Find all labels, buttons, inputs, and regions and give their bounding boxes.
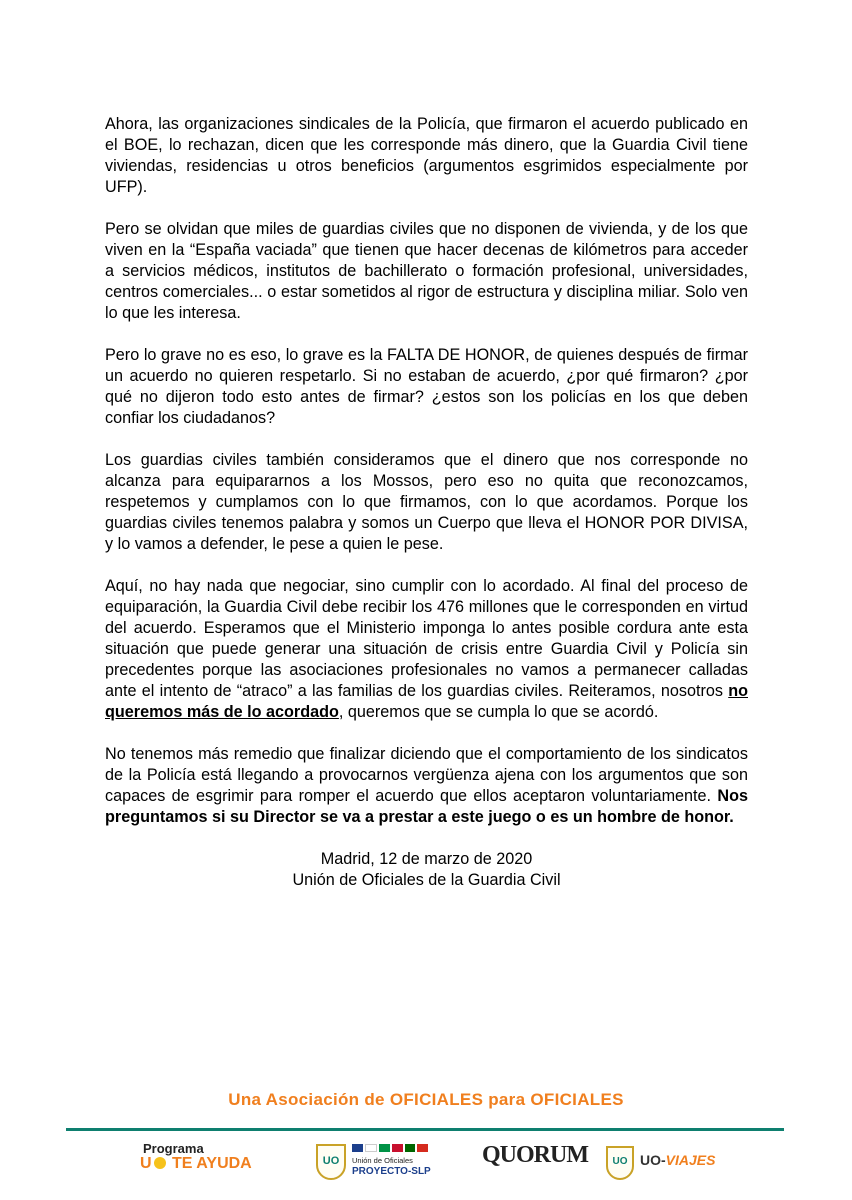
paragraph-1: Ahora, las organizaciones sindicales de la Policía, que firmaron el acuerdo publicado en el BOE, lo rechazan, dicen que les corresponde más dinero, que la Guardia Civil tiene viviendas, residencias u otros beneficios (argumentos esgrimidos especialmente por UFP). — [105, 115, 748, 196]
paragraph-6 — [105, 744, 748, 828]
logo-proyecto-slp-label: PROYECTO-SLP — [352, 1166, 431, 1177]
signature-place-date: Madrid, 12 de marzo de 2020 — [320, 850, 533, 868]
paragraph-5-text: Aquí, no hay nada que negociar, sino cumplir con lo acordado. Al final del proceso de equiparación, la Guardia Civil debe recibir los 476 millones que le corresponden en virtud del acuerdo. Esperamos que el Ministerio imponga lo antes posible cordura ante esta situación que puede generar una situación de crisis entre Guardia Civil y Policía sin precedentes porque las asociaciones profesionales no vamos a permanecer calladas ante el intento de “atraco” a las familias de los guardias civiles. Reiteramos, nosotros — [105, 577, 748, 700]
document-body — [105, 114, 748, 891]
emphasis-underlined: no queremos más de lo acordado — [105, 682, 748, 721]
paragraph-6-text: No tenemos más remedio que finalizar diciendo que el comportamiento de los sindicatos de la Policía está llegando a provocarnos vergüenza ajena con los argumentos que son capaces de esgrimir para romper el acuerdo que ellos aceptaron voluntariamente. — [105, 745, 748, 805]
paragraph-5 — [105, 576, 748, 723]
crest-icon: UO — [606, 1146, 634, 1180]
logo-te-ayuda-label: U TE AYUDA — [140, 1155, 252, 1172]
signature-block — [105, 849, 748, 891]
paragraph-3: Pero lo grave no es eso, lo grave es la FALTA DE HONOR, de quienes después de firmar un acuerdo no quieren respetarlo. Si no estaban de acuerdo, ¿por qué firmaron? ¿por qué no dijeron todo esto antes de firmar? ¿estos son los policías en los que deben confiar los ciudadanos? — [105, 346, 748, 427]
uo-viajes-logo[interactable] — [602, 1136, 732, 1192]
quorum-wordmark: QUORUM — [482, 1142, 588, 1168]
smiley-icon — [154, 1157, 166, 1169]
signature-organization: Unión de Oficiales de la Guardia Civil — [292, 871, 561, 889]
quorum-logo[interactable] — [478, 1136, 588, 1192]
emphasis-bold: Nos preguntamos si su Director se va a prestar a este juego o es un hombre de honor. — [105, 787, 748, 826]
logo-programa-label: Programa — [143, 1141, 204, 1156]
footer-divider — [66, 1128, 784, 1131]
crest-icon: UO — [316, 1144, 346, 1180]
proyecto-slp-logo[interactable] — [312, 1136, 432, 1192]
logo-union-oficiales-label: Unión de Oficiales — [352, 1156, 413, 1165]
paragraph-2: Pero se olvidan que miles de guardias civiles que no disponen de vivienda, y de los que viven en la “España vaciada” que tienen que hacer decenas de kilómetros para acceder a servicios médicos, institutos de bachillerato o formación profesional, universidades, centros comerciales... o estar sometidos al rigor de estructura y disciplina miliar. Solo ven lo que les interesa. — [105, 220, 748, 322]
flags-icon — [352, 1144, 428, 1152]
footer-logos — [0, 1136, 852, 1194]
uo-viajes-wordmark: UO-VIAJES — [640, 1152, 716, 1168]
uo-te-ayuda-logo[interactable] — [140, 1136, 280, 1192]
paragraph-4: Los guardias civiles también consideramos que el dinero que nos corresponde no alcanza para equipararnos a los Mossos, pero eso no quita que reconozcamos, respetemos y cumplamos con lo que firmamos, con lo que acordamos. Porque los guardias civiles tenemos palabra y somos un Cuerpo que lleva el HONOR POR DIVISA, y lo vamos a defender, le pese a quien le pese. — [105, 451, 748, 553]
paragraph-5-end: , queremos que se cumpla lo que se acordó. — [338, 703, 659, 721]
footer-slogan: Una Asociación de OFICIALES para OFICIALES — [228, 1090, 624, 1109]
